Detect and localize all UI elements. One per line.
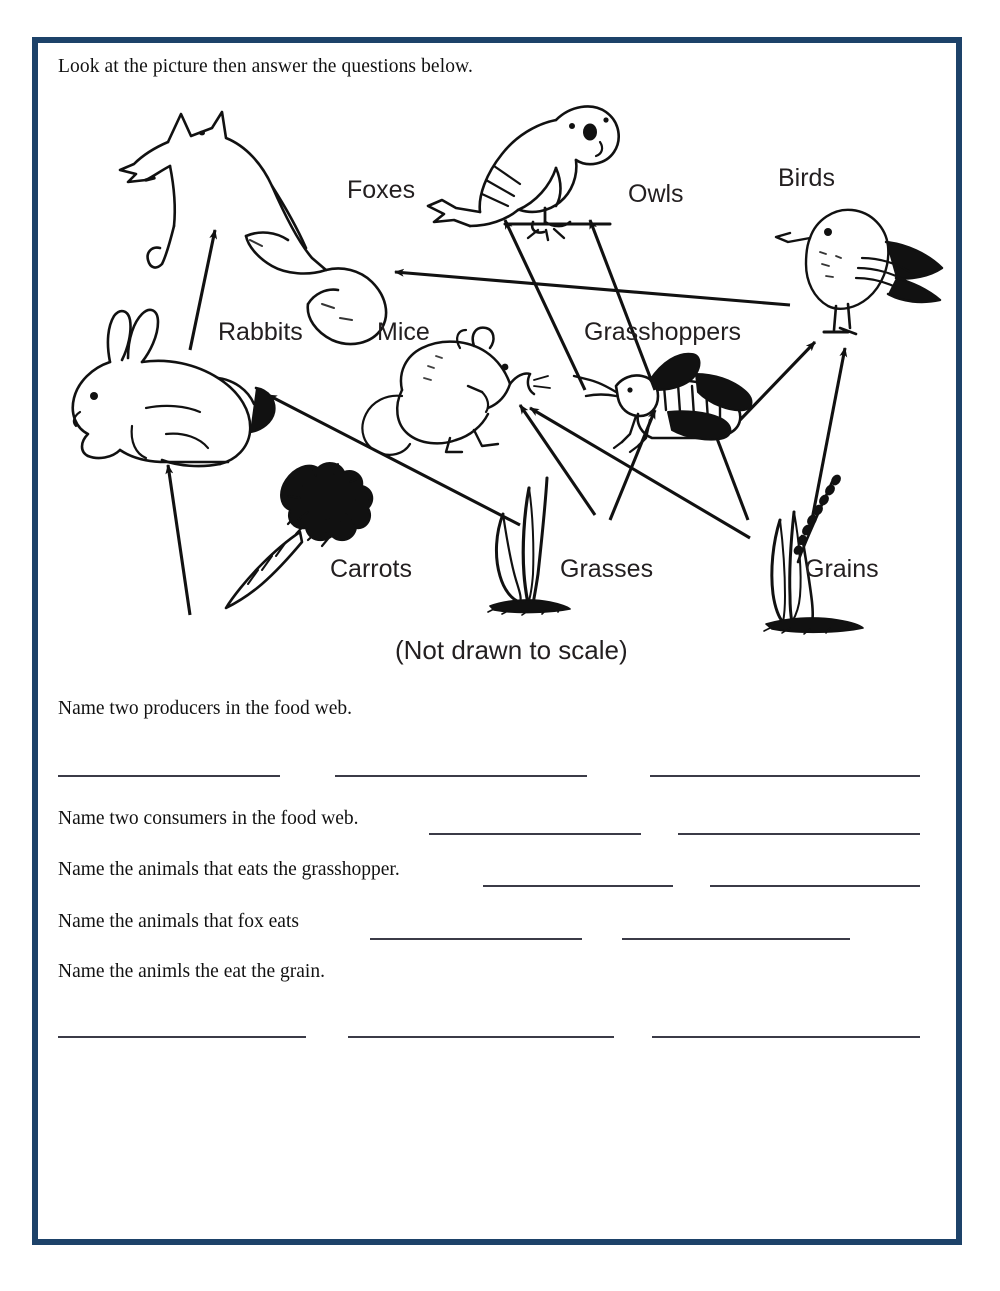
answer-line-q5-c[interactable] (652, 1036, 920, 1038)
question-5-text: Name the animls the eat the grain. (58, 961, 325, 982)
arrow-mice-to-owls (505, 220, 585, 390)
food-web-diagram (50, 90, 950, 670)
answer-line-q4-b[interactable] (622, 938, 850, 940)
answer-line-q4-a[interactable] (370, 938, 582, 940)
label-grasses: Grasses (560, 555, 654, 583)
label-foxes: Foxes (347, 176, 416, 204)
question-1-text: Name two producers in the food web. (58, 698, 353, 719)
answer-line-q2-b[interactable] (678, 833, 920, 835)
answer-line-q5-b[interactable] (348, 1036, 614, 1038)
label-owls: Owls (628, 180, 684, 208)
answer-line-q2-a[interactable] (429, 833, 641, 835)
instruction-text: Look at the picture then answer the questions below. (58, 56, 473, 77)
answer-line-q5-a[interactable] (58, 1036, 306, 1038)
arrow-birds-to-foxes (395, 272, 790, 305)
label-mice: Mice (377, 318, 430, 346)
arrow-rabbits-to-foxes (190, 230, 215, 350)
carrot-illustration (226, 463, 372, 608)
question-2-text: Name two consumers in the food web. (58, 808, 359, 829)
grasses-illustration (488, 478, 570, 615)
answer-line-q3-a[interactable] (483, 885, 673, 887)
question-3-text: Name the animals that eats the grasshopper. (58, 859, 400, 880)
question-4-text: Name the animals that fox eats (58, 911, 299, 932)
bird-illustration (776, 210, 942, 334)
label-carrots: Carrots (330, 555, 412, 583)
arrow-carrots-to-rabbits (168, 465, 190, 615)
grains-illustration (764, 474, 863, 634)
grasshopper-illustration (574, 354, 752, 452)
arrow-grasshoppers-to-owls (590, 220, 655, 390)
answer-line-q1-c[interactable] (650, 775, 920, 777)
answer-line-q3-b[interactable] (710, 885, 920, 887)
diagram-caption: (Not drawn to scale) (395, 635, 628, 665)
answer-line-q1-b[interactable] (335, 775, 587, 777)
arrow-grains-to-birds (810, 348, 845, 530)
label-rabbits: Rabbits (218, 318, 303, 346)
label-grains: Grains (805, 555, 879, 583)
fox-illustration (120, 112, 386, 344)
label-grasshoppers: Grasshoppers (584, 318, 742, 346)
owl-illustration (428, 106, 619, 240)
answer-line-q1-a[interactable] (58, 775, 280, 777)
label-birds: Birds (778, 164, 835, 192)
mouse-illustration (362, 328, 550, 455)
arrow-grasshoppers-to-birds (740, 342, 815, 420)
